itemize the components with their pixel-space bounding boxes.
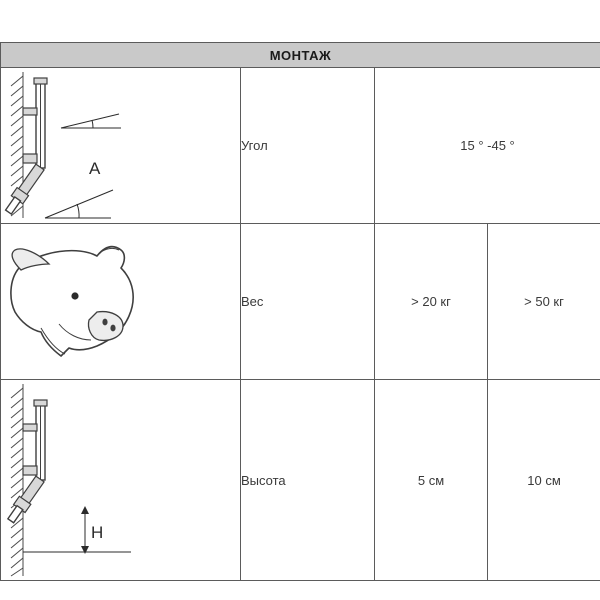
parameter-label-angle: Угол [241,68,375,224]
pig-head-illustration [1,224,241,379]
pig-figure-cell [1,224,241,380]
table-header-row [1,43,600,68]
nipple-drinker-height-diagram [1,380,241,580]
parameter-label-weight: Вес [241,224,375,380]
table-row [1,224,600,380]
nipple-drinker-angle-diagram [1,68,241,223]
parameter-value-height-2: 10 см [488,380,600,581]
angle-figure-label: A [89,159,101,178]
height-figure-cell [1,380,241,581]
table-row [1,68,600,224]
parameter-value-height-1: 5 см [375,380,488,581]
parameter-value-weight-2: > 50 кг [488,224,600,380]
table-row [1,380,600,581]
parameter-value-angle: 15 ° -45 ° [375,68,600,224]
table-title: МОНТАЖ [1,43,600,68]
parameter-value-weight-1: > 20 кг [375,224,488,380]
height-figure-label: H [91,523,104,542]
angle-figure-cell [1,68,241,224]
installation-spec-table [0,42,600,581]
parameter-label-height: Высота [241,380,375,581]
